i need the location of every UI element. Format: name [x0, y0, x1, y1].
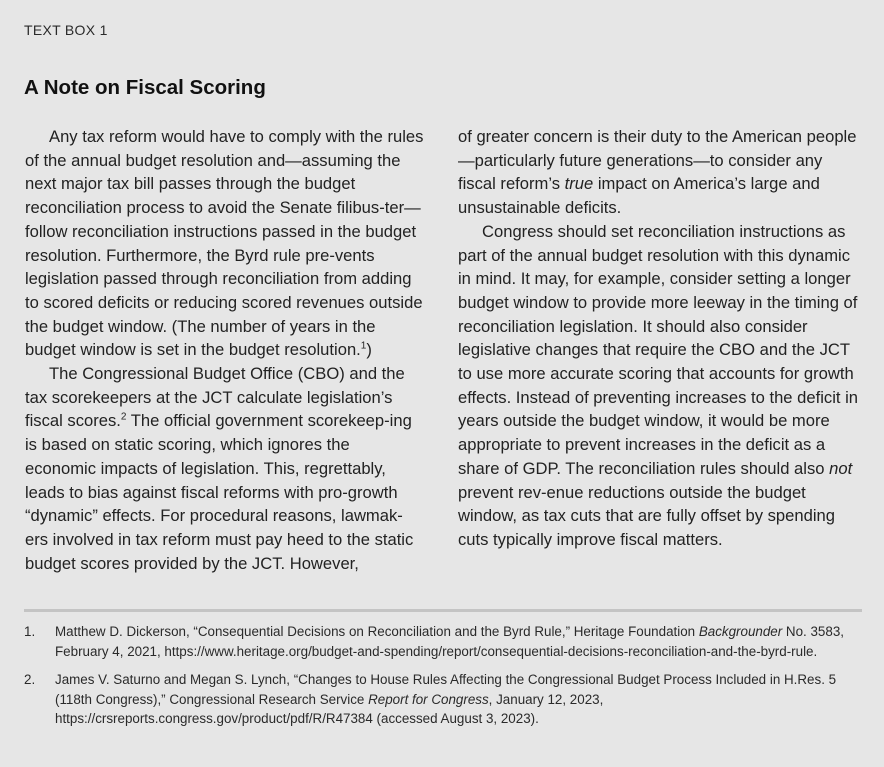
footnote: [24, 622, 860, 661]
paragraph: [25, 362, 425, 575]
paragraph-text: Congress should set reconciliation instructions as part of the annual budget resolution with this dynamic in mind. It may, for example, consider setting a longer budget window to provide more leeway in the timing of reconciliation legislation. It should also consider legislative changes that require the CBO and the JCT to use more accurate scoring that accounts for growth effects. Instead of preventing increases to the deficit in years outside the budget window, it would be more appropriate to prevent increases in the deficit as a share of GDP. The reconciliation rules should also: [458, 221, 859, 478]
emphasis: true: [564, 174, 594, 194]
footnote-number: 2.: [24, 672, 36, 687]
emphasis: Backgrounder: [698, 624, 783, 639]
paragraph: [25, 125, 425, 362]
footnote-text-part: No. 3583, February 4, 2021, https://www.heritage.org/budget-and-spending/report/consequential-decisions-reconciliation-and-the-byrd-rule.: [55, 624, 844, 659]
footnote-number: 1.: [24, 624, 36, 639]
paragraph-text: The Congressional Budget Office (CBO) and the tax scorekeepers at the JCT calculate legislation’s fiscal scores.: [25, 364, 405, 431]
footnote-ref: 1: [360, 340, 367, 352]
footnote-ref: 2: [120, 411, 127, 423]
paragraph: [458, 125, 862, 220]
footnote-divider: [24, 609, 862, 612]
paragraph-text: ): [366, 340, 372, 360]
paragraph-text: The official government scorekeep-ing is based on static scoring, which ignores the economic impacts of legislation. This, regrettably, leads to bias against fiscal reforms with pro-growth “dynamic” effects. For procedural reasons, lawmak-ers involved in tax reform must pay heed to the static budget scores provided by the JCT. However,: [25, 411, 414, 573]
text-box-title: A Note on Fiscal Scoring: [24, 76, 266, 99]
footnote: [24, 670, 860, 729]
footnote-text-part: Matthew D. Dickerson, “Consequential Decisions on Reconciliation and the Byrd Rule,” Heritage Foundation: [55, 624, 699, 639]
paragraph: [458, 220, 862, 552]
paragraph-text: prevent rev-enue reductions outside the budget window, as tax cuts that are fully offset by spending cuts typically improve fiscal matters.: [458, 482, 835, 549]
paragraph-text: of greater concern is their duty to the American people—particularly future generations—to consider any fiscal reform’s: [458, 127, 857, 194]
paragraph-text: impact on America’s large and unsustainable deficits.: [458, 174, 820, 218]
footnote-text: [55, 670, 860, 729]
footnotes: [24, 622, 860, 738]
paragraph-text: Any tax reform would have to comply with the rules of the annual budget resolution and—assuming the next major tax bill passes through the budget reconciliation process to avoid the Senate filibus-ter—follow reconciliation instructions passed in the budget resolution. Furthermore, the Byrd rule pre-vents legislation passed through reconciliation from adding to scored deficits or reducing scored revenues outside the budget window. (The number of years in the budget window is set in the budget resolution.: [25, 127, 424, 360]
left-column: [25, 125, 425, 575]
footnote-text-part: , January 12, 2023, https://crsreports.congress.gov/product/pdf/R/R47384 (accessed August 3, 2023).: [55, 691, 604, 726]
emphasis: not: [829, 458, 853, 478]
footnote-text-part: James V. Saturno and Megan S. Lynch, “Changes to House Rules Affecting the Congressional Budget Process Included in H.Res. 5 (118th Congress),” Congressional Research Service: [55, 672, 837, 707]
emphasis: Report for Congress: [368, 691, 489, 707]
footnote-text: [55, 622, 860, 661]
right-column: [458, 125, 862, 552]
text-box-label: TEXT BOX 1: [24, 22, 108, 38]
